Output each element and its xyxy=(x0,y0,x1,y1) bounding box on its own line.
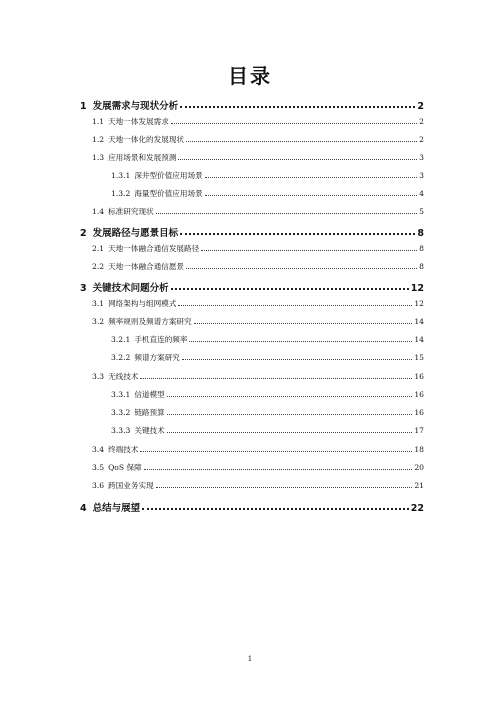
toc-entry-label: 跨国业务实现 xyxy=(108,481,154,490)
toc-entry-page: 18 xyxy=(414,445,424,454)
toc-entry[interactable] xyxy=(80,225,424,239)
toc-entry-label: 深井型价值应用场景 xyxy=(134,171,203,180)
toc-entry-page: 16 xyxy=(414,408,424,417)
leader-dots xyxy=(205,191,417,196)
toc-entry-number: 1.3 xyxy=(92,153,105,162)
toc-entry-page: 8 xyxy=(419,244,424,253)
toc-entry-number: 3 xyxy=(80,283,87,294)
toc-entry[interactable] xyxy=(111,389,424,400)
leader-dots xyxy=(178,301,412,306)
toc-entry-number: 2 xyxy=(80,228,87,239)
toc-entry-number: 3.3.3 xyxy=(111,426,131,435)
leader-dots xyxy=(189,337,412,342)
toc-entry[interactable] xyxy=(92,298,424,309)
toc-entry-number: 3.2.2 xyxy=(111,353,131,362)
toc-entry[interactable] xyxy=(92,134,424,145)
toc-entry-page: 4 xyxy=(419,189,424,198)
toc-entry[interactable] xyxy=(111,407,424,418)
toc-entry[interactable] xyxy=(111,188,424,199)
leader-dots xyxy=(182,355,412,360)
toc-entry-label: 发展需求与现状分析 xyxy=(92,101,179,112)
toc-entry[interactable] xyxy=(111,425,424,436)
leader-dots xyxy=(186,264,417,269)
toc-entry-number: 1.3.2 xyxy=(111,189,131,198)
toc-entry[interactable] xyxy=(80,500,424,514)
leader-dots xyxy=(171,119,417,124)
leader-dots xyxy=(144,465,413,470)
toc-entry-number: 3.1 xyxy=(92,299,105,308)
toc-entry-label: 网络架构与组网模式 xyxy=(108,299,177,308)
leader-dots xyxy=(171,284,409,291)
toc-entry-label: 天地一体化的发展现状 xyxy=(108,135,185,144)
toc-entry-page: 2 xyxy=(419,117,424,126)
leader-dots xyxy=(194,319,413,324)
toc-entry-number: 2.1 xyxy=(92,244,105,253)
toc-entry[interactable] xyxy=(92,316,424,327)
toc-entry-label: 手机直连的频率 xyxy=(134,335,188,344)
toc-entry[interactable] xyxy=(92,116,424,127)
toc-entry[interactable] xyxy=(111,170,424,181)
toc-entry-page: 3 xyxy=(419,171,424,180)
page-number: 1 xyxy=(247,655,253,663)
toc-entry-page: 2 xyxy=(417,101,424,112)
toc-entry[interactable] xyxy=(92,261,424,272)
leader-dots xyxy=(186,137,417,142)
toc-entry[interactable] xyxy=(111,334,424,345)
toc-entry[interactable] xyxy=(92,444,424,455)
toc-entry-number: 3.3 xyxy=(92,372,105,381)
leader-dots xyxy=(156,209,418,214)
toc-entry-number: 2.2 xyxy=(92,262,105,271)
page-title: 目录 xyxy=(228,64,272,88)
toc-entry-page: 17 xyxy=(414,426,424,435)
leader-dots xyxy=(180,102,415,109)
toc-entry-page: 14 xyxy=(414,317,424,326)
leader-dots xyxy=(142,504,409,511)
toc-entry-number: 3.3.2 xyxy=(111,408,131,417)
toc-entry-number: 4 xyxy=(80,503,87,514)
toc-entry-label: 频谱方案研究 xyxy=(134,353,180,362)
toc-entry-page: 16 xyxy=(414,390,424,399)
toc-entry[interactable] xyxy=(111,352,424,363)
toc-entry-label: 天地一体融合通信愿景 xyxy=(108,262,185,271)
leader-dots xyxy=(205,173,417,178)
toc-entry-number: 1.4 xyxy=(92,207,105,216)
leader-dots xyxy=(167,428,413,433)
leader-dots xyxy=(167,410,413,415)
toc-entry-label: 信道模型 xyxy=(134,390,165,399)
leader-dots xyxy=(140,447,412,452)
toc-entry-number: 3.3.1 xyxy=(111,390,131,399)
toc-entry-page: 20 xyxy=(414,463,424,472)
toc-entry-label: 频率规则及频谱方案研究 xyxy=(108,317,192,326)
leader-dots xyxy=(140,374,412,379)
toc-entry-label: 总结与展望 xyxy=(92,503,141,514)
toc-entry-number: 3.2.1 xyxy=(111,335,131,344)
toc-entry-page: 16 xyxy=(414,372,424,381)
toc-entry-page: 3 xyxy=(419,153,424,162)
toc-entry[interactable] xyxy=(92,462,424,473)
toc-entry-number: 3.6 xyxy=(92,481,105,490)
toc-entry[interactable] xyxy=(80,280,424,294)
toc-entry-label: 天地一体融合通信发展路径 xyxy=(108,244,200,253)
toc-entry[interactable] xyxy=(92,243,424,254)
toc-entry-label: QoS 保障 xyxy=(108,463,142,472)
toc-entry-label: 链路预算 xyxy=(134,408,165,417)
toc-entry-page: 12 xyxy=(414,299,424,308)
toc-entry-label: 关键技术 xyxy=(134,426,165,435)
toc-entry-page: 8 xyxy=(417,228,424,239)
toc-entry-label: 关键技术问题分析 xyxy=(92,283,169,294)
toc-entry-number: 1.1 xyxy=(92,117,105,126)
toc-entry[interactable] xyxy=(80,98,424,112)
toc-entry[interactable] xyxy=(92,371,424,382)
toc-entry-label: 应用场景和发展预测 xyxy=(108,153,177,162)
toc-entry-number: 1.3.1 xyxy=(111,171,131,180)
toc-entry-page: 14 xyxy=(414,335,424,344)
toc-entry-page: 12 xyxy=(410,283,424,294)
toc-entry-page: 2 xyxy=(419,135,424,144)
toc-entry-label: 天地一体发展需求 xyxy=(108,117,169,126)
toc-entry[interactable] xyxy=(92,152,424,163)
toc-entry-label: 标准研究现状 xyxy=(108,207,154,216)
toc-entry-label: 终端技术 xyxy=(108,445,139,454)
toc-entry[interactable] xyxy=(92,480,424,491)
toc-entry-page: 5 xyxy=(419,207,424,216)
toc-entry-page: 15 xyxy=(414,353,424,362)
toc-entry-page: 8 xyxy=(419,262,424,271)
toc-entry-label: 海量型价值应用场景 xyxy=(134,189,203,198)
leader-dots xyxy=(178,155,417,160)
toc-entry-number: 3.5 xyxy=(92,463,105,472)
toc-entry-number: 3.4 xyxy=(92,445,105,454)
toc-entry-page: 22 xyxy=(410,503,424,514)
leader-dots xyxy=(156,483,413,488)
toc-entry-number: 3.2 xyxy=(92,317,105,326)
leader-dots xyxy=(201,246,417,251)
toc-entry-number: 1 xyxy=(80,101,87,112)
toc-entry-label: 发展路径与愿景目标 xyxy=(92,228,179,239)
toc-entry-page: 21 xyxy=(414,481,424,490)
toc-entry-number: 1.2 xyxy=(92,135,105,144)
toc-entry-label: 无线技术 xyxy=(108,372,139,381)
leader-dots xyxy=(167,392,413,397)
leader-dots xyxy=(180,229,415,236)
toc-entry[interactable] xyxy=(92,206,424,217)
